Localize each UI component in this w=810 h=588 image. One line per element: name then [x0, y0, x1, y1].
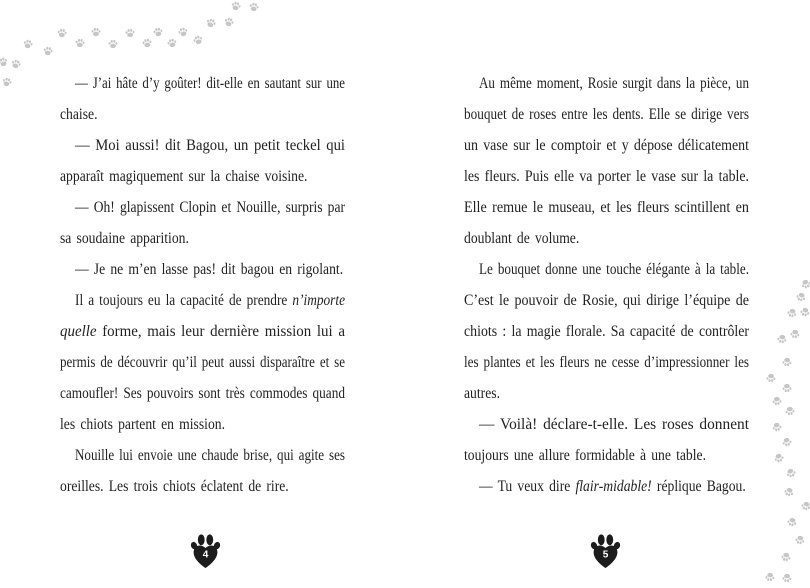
text-line: — Moi aussi! dit Bagou, un petit teckel qui: [75, 137, 345, 154]
page-number-left: 4: [202, 549, 209, 561]
page-number-right: 5: [602, 549, 609, 561]
paw-trail-right-icon: [758, 270, 810, 588]
paw-badge-icon: [590, 533, 621, 569]
text-line: oreilles. Les trois chiots éclatent de rire.: [60, 478, 289, 495]
text-line: camoufler! Ses pouvoirs sont très commodes quand: [60, 385, 345, 402]
text-line: Elle remue le museau, et les fleurs scintillent en: [464, 199, 749, 216]
page-number-paw-right: [590, 533, 621, 569]
text-line: toujours une allure formidable à une table.: [464, 447, 706, 464]
text-line: bouquet de roses entre les dents. Elle se dirige vers: [464, 106, 749, 123]
page-left-text: [60, 68, 345, 502]
text-line: — Tu veux dire flair-midable! réplique Bagou.: [479, 478, 746, 495]
text-line: — Je ne m’en lasse pas! dit bagou en rigolant.: [75, 261, 344, 278]
text-line: — Voilà! déclare-t-elle. Les roses donnent: [479, 416, 749, 433]
text-line: un vase sur le comptoir et y dépose délicatement: [464, 137, 749, 154]
text-line: les fleurs. Puis elle va porter le vase sur la table.: [464, 168, 749, 185]
text-line: chiots : la magie florale. Sa capacité de contrôler: [464, 323, 749, 340]
text-line: chaise.: [60, 106, 98, 123]
page-number-paw-left: [190, 533, 221, 569]
paw-badge-icon: [190, 533, 221, 569]
text-line: Le bouquet donne une touche élégante à la table.: [479, 261, 749, 278]
text-line: — Oh! glapissent Clopin et Nouille, surpris par: [75, 199, 345, 216]
text-line: C’est le pouvoir de Rosie, qui dirige l’équipe de: [464, 292, 749, 309]
text-line: Il a toujours eu la capacité de prendre n’importe: [75, 292, 345, 309]
text-line: — J’ai hâte d’y goûter! dit-elle en sautant sur une: [75, 75, 345, 92]
text-line: doublant de volume.: [464, 230, 580, 247]
text-line: les chiots partent en mission.: [60, 416, 226, 433]
text-line: Au même moment, Rosie surgit dans la pièce, un: [479, 75, 749, 92]
text-line: permis de découvrir qu’il peut aussi disparaître et se: [60, 354, 345, 371]
text-line: Nouille lui envoie une chaude brise, qui agite ses: [75, 447, 345, 464]
text-line: sa soudaine apparition.: [60, 230, 189, 247]
text-line: quelle forme, mais leur dernière mission lui a: [60, 323, 345, 340]
text-line: apparaît magiquement sur la chaise voisine.: [60, 168, 308, 185]
text-line: autres.: [464, 385, 500, 402]
text-line: les plantes et les fleurs ne cesse d’impressionner les: [464, 354, 749, 371]
page-right-text: [464, 68, 749, 502]
